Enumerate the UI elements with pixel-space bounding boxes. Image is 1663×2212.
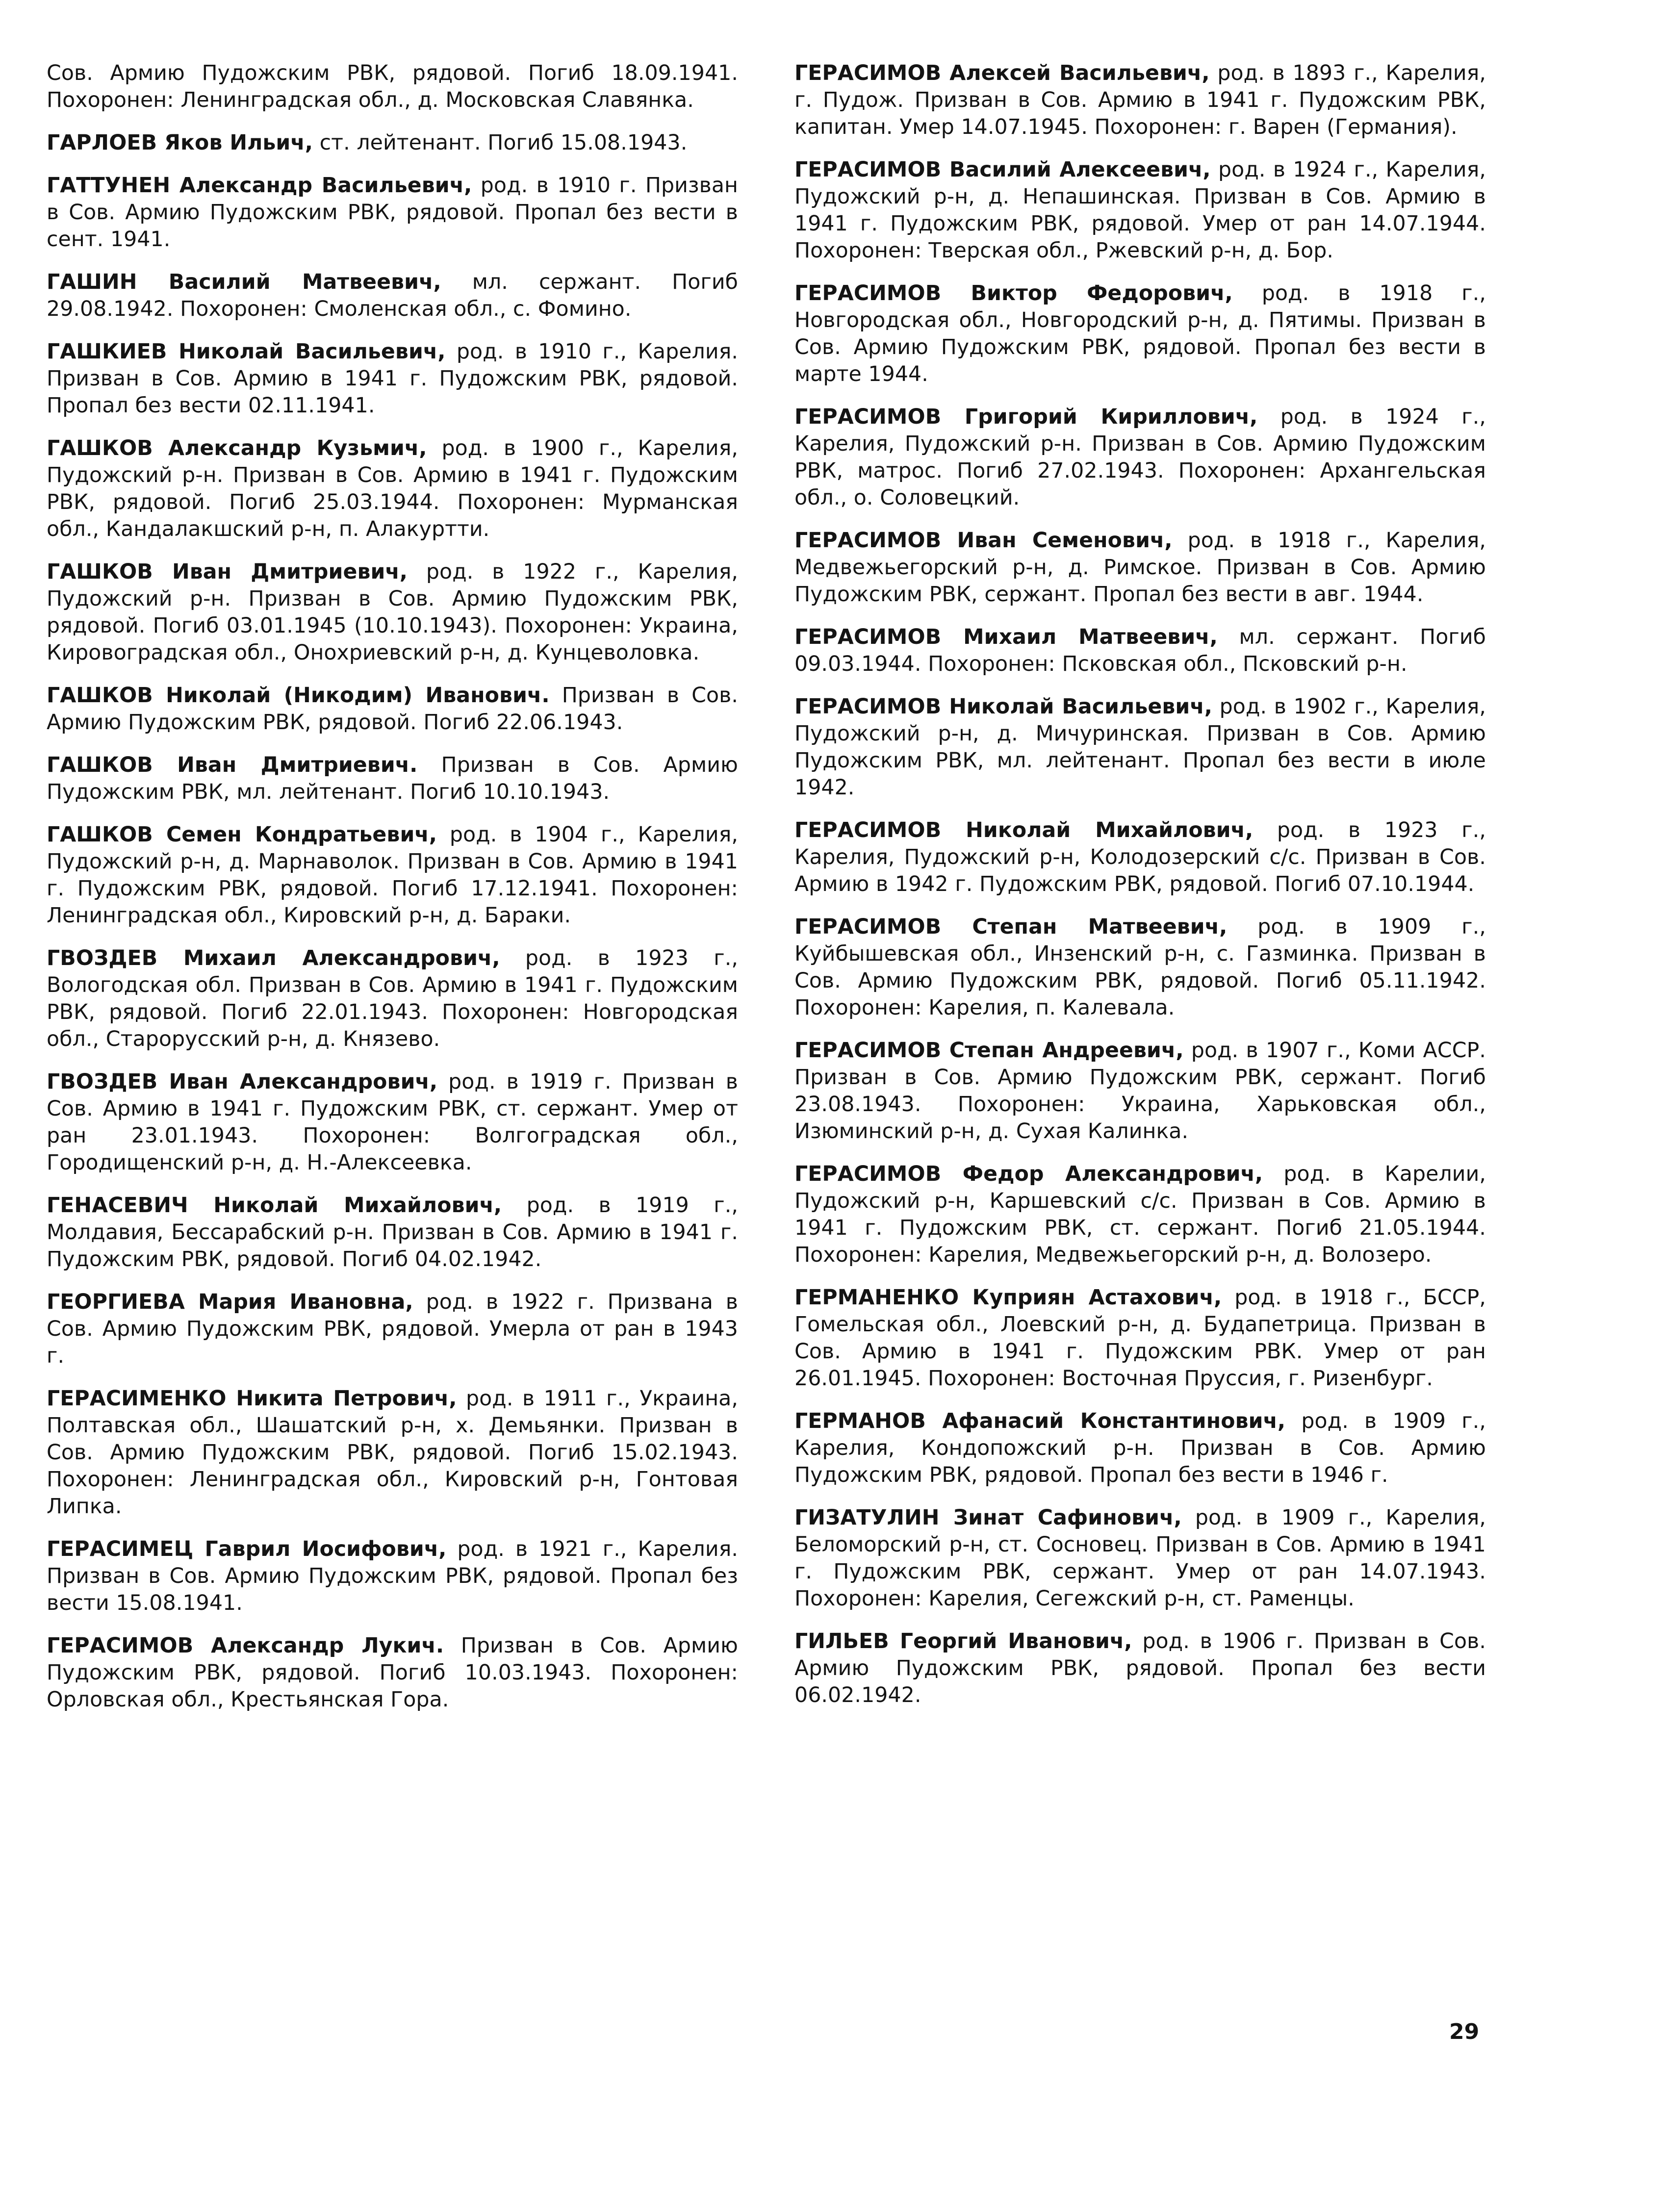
memorial-entry — [47, 172, 738, 253]
entry-text: род. в 1909 г., Карелия, Беломорский р-н, ст. Сосновец. Призван в Сов. Армию в 1941 г. Пудожским РВК, сержант. Умер от ран 14.07.1943. Похоронен: Карелия, Сегежский р-н, ст. Раменцы. — [794, 1505, 1486, 1611]
memorial-entry — [794, 1161, 1486, 1269]
memorial-entry — [794, 914, 1486, 1021]
entry-text: мл. сержант. Погиб 09.03.1944. Похоронен: Псковская обл., Псковский р-н. — [794, 625, 1486, 676]
entry-name: ГАРЛОЕВ Яков Ильич, — [47, 130, 313, 155]
entry-text: род. в 1918 г., БССР, Гомельская обл., Лоевский р-н, д. Будапетрица. Призван в Сов. Армию в 1941 г. Пудожским РВК. Умер от ран 26.01.1945. Похоронен: Восточная Пруссия, г. Ризенбург. — [794, 1285, 1486, 1391]
memorial-entry — [794, 817, 1486, 898]
entry-name: ГАШКОВ Иван Дмитриевич. — [47, 753, 418, 777]
entry-text: мл. сержант. Погиб 29.08.1942. Похоронен: Смоленская обл., с. Фомино. — [47, 270, 738, 321]
memorial-entry — [794, 1504, 1486, 1612]
entry-name: ГЕРАСИМОВ Михаил Матвеевич, — [794, 625, 1218, 649]
memorial-entry — [47, 752, 738, 806]
memorial-entry — [794, 60, 1486, 141]
entry-text: Призван в Сов. Армию Пудожским РВК, рядовой. Погиб 22.06.1943. — [47, 683, 738, 735]
memorial-entry — [47, 945, 738, 1053]
entry-text: род. в 1902 г., Карелия, Пудожский р-н, д. Мичуринская. Призван в Сов. Армию Пудожским РВК, мл. лейтенант. Пропал без вести в июле 1942. — [794, 694, 1486, 800]
entry-text: род. в 1918 г., Новгородская обл., Новгородский р-н, д. Пятимы. Призван в Сов. Армию Пудожским РВК, рядовой. Пропал без вести в марте 1944. — [794, 281, 1486, 386]
entry-text: род. в Карелии, Пудожский р-н, Каршевский с/с. Призван в Сов. Армию в 1941 г. Пудожским РВК, ст. сержант. Погиб 21.05.1944. Похоронен: Карелия, Медвежьегорский р-н, д. Волозеро. — [794, 1162, 1486, 1267]
memorial-entry — [47, 1068, 738, 1176]
page-number: 29 — [1449, 2019, 1480, 2044]
entry-name: ГИЗАТУЛИН Зинат Сафинович, — [794, 1505, 1182, 1530]
memorial-entry — [47, 1632, 738, 1713]
entry-name: ГЕРАСИМОВ Григорий Кириллович, — [794, 405, 1258, 429]
entry-text: род. в 1906 г. Призван в Сов. Армию Пудожским РВК, рядовой. Пропал без вести 06.02.1942. — [794, 1629, 1486, 1707]
entry-text: род. в 1918 г., Карелия, Медвежьегорский р-н, д. Римское. Призван в Сов. Армию Пудожским РВК, сержант. Пропал без вести в авг. 1944. — [794, 528, 1486, 607]
entry-name: ГЕРАСИМОВ Александр Лукич. — [47, 1633, 444, 1658]
memorial-entry — [794, 624, 1486, 678]
entry-name: ГВОЗДЕВ Михаил Александрович, — [47, 946, 500, 970]
memorial-entry — [47, 1536, 738, 1617]
memorial-entry — [794, 1037, 1486, 1145]
memorial-entry — [47, 559, 738, 666]
entry-text: род. в 1910 г. Призван в Сов. Армию Пудожским РВК, рядовой. Пропал без вести в сент. 1941. — [47, 173, 738, 252]
memorial-entry — [47, 1385, 738, 1520]
entry-name: ГЕРАСИМОВ Василий Алексеевич, — [794, 157, 1211, 182]
entry-name: ГЕРАСИМОВ Степан Матвеевич, — [794, 915, 1228, 939]
memorial-entry — [794, 1628, 1486, 1709]
entry-text: Призван в Сов. Армию Пудожским РВК, мл. лейтенант. Погиб 10.10.1943. — [47, 753, 739, 804]
entry-name: ГАШКИЕВ Николай Васильевич, — [47, 339, 446, 364]
entry-name: ГЕРАСИМОВ Алексей Васильевич, — [794, 61, 1210, 85]
entry-text: род. в 1919 г. Призван в Сов. Армию в 1941 г. Пудожским РВК, ст. сержант. Умер от ран 23.01.1943. Похоронен: Волгоградская обл., Городищенский р-н, д. Н.-Алексеевка. — [47, 1069, 738, 1175]
memorial-entry — [794, 1284, 1486, 1392]
entry-name: ГАШКОВ Иван Дмитриевич, — [47, 559, 408, 584]
entry-name: ГАШКОВ Семен Кондратьевич, — [47, 822, 437, 847]
memorial-entry — [47, 682, 738, 736]
entry-text: род. в 1907 г., Коми АССР. Призван в Сов. Армию Пудожским РВК, сержант. Погиб 23.08.1943. Похоронен: Украина, Харьковская обл., Изюминский р-н, д. Сухая Калинка. — [794, 1038, 1486, 1144]
entry-text: род. в 1893 г., Карелия, г. Пудож. Призван в Сов. Армию в 1941 г. Пудожским РВК, капитан. Умер 14.07.1945. Похоронен: г. Варен (Германия). — [794, 61, 1486, 139]
entry-name: ГВОЗДЕВ Иван Александрович, — [47, 1069, 438, 1094]
memorial-entry — [47, 338, 738, 419]
entry-text: род. в 1924 г., Карелия, Пудожский р-н. Призван в Сов. Армию Пудожским РВК, матрос. Погиб 27.02.1943. Похоронен: Архангельская обл., о. Соловецкий. — [794, 405, 1486, 510]
memorial-entry — [794, 156, 1486, 264]
right-column — [794, 60, 1486, 1725]
entry-text: род. в 1904 г., Карелия, Пудожский р-н, д. Марнаволок. Призван в Сов. Армию в 1941 г. Пудожским РВК, рядовой. Погиб 17.12.1941. Похоронен: Ленинградская обл., Кировский р-н, д. Бараки. — [47, 822, 738, 928]
entry-name: ГЕРАСИМОВ Иван Семенович, — [794, 528, 1173, 553]
entry-name: ГЕРМАНОВ Афанасий Константинович, — [794, 1409, 1286, 1433]
entry-name: ГЕРАСИМЕНКО Никита Петрович, — [47, 1386, 457, 1411]
entry-text: род. в 1921 г., Карелия. Призван в Сов. Армию Пудожским РВК, рядовой. Пропал без вести 15.08.1941. — [47, 1537, 738, 1615]
entry-name: ГЕРАСИМОВ Федор Александрович, — [794, 1162, 1263, 1186]
entry-name: ГАШИН Василий Матвеевич, — [47, 270, 441, 294]
entry-text: ст. лейтенант. Погиб 15.08.1943. — [319, 130, 688, 155]
memorial-entry — [47, 1289, 738, 1370]
entry-text: род. в 1923 г., Вологодская обл. Призван в Сов. Армию в 1941 г. Пудожским РВК, рядовой. Погиб 22.01.1943. Похоронен: Новгородская обл., Старорусский р-н, д. Князево. — [47, 946, 738, 1051]
entry-name: ГИЛЬЕВ Георгий Иванович, — [794, 1629, 1132, 1653]
entry-text: род. в 1922 г., Карелия, Пудожский р-н. Призван в Сов. Армию Пудожским РВК, рядовой. Погиб 03.01.1945 (10.10.1943). Похоронен: Украина, Кировоградская обл., Онохриевский р-н, д. Кунцеволовка. — [47, 559, 738, 665]
entry-name: ГЕРМАНЕНКО Куприян Астахович, — [794, 1285, 1222, 1310]
entry-name: ГАШКОВ Александр Кузьмич, — [47, 436, 427, 460]
entry-text: род. в 1922 г. Призвана в Сов. Армию Пудожским РВК, рядовой. Умерла от ран в 1943 г. — [47, 1290, 738, 1368]
entry-text: род. в 1910 г., Карелия. Призван в Сов. Армию в 1941 г. Пудожским РВК, рядовой. Пропал без вести 02.11.1941. — [47, 339, 738, 418]
entry-name: ГЕОРГИЕВА Мария Ивановна, — [47, 1290, 413, 1314]
entry-name: ГАТТУНЕН Александр Васильевич, — [47, 173, 472, 198]
entry-text: Призван в Сов. Армию Пудожским РВК, рядовой. Погиб 10.03.1943. Похоронен: Орловская обл., Крестьянская Гора. — [47, 1633, 739, 1712]
entry-text: род. в 1909 г., Куйбышевская обл., Инзенский р-н, с. Газминка. Призван в Сов. Армию Пудожским РВК, рядовой. Погиб 05.11.1942. Похоронен: Карелия, п. Калевала. — [794, 915, 1486, 1020]
entry-text: Сов. Армию Пудожским РВК, рядовой. Погиб 18.09.1941. Похоронен: Ленинградская обл., д. Московская Славянка. — [47, 61, 738, 112]
memorial-entry — [47, 821, 738, 929]
entry-text: род. в 1919 г., Молдавия, Бессарабский р-н. Призван в Сов. Армию в 1941 г. Пудожским РВК, рядовой. Погиб 04.02.1942. — [47, 1193, 738, 1271]
memorial-entry — [794, 280, 1486, 388]
left-column — [47, 60, 738, 1729]
memorial-entry — [794, 693, 1486, 801]
entry-text: род. в 1924 г., Карелия, Пудожский р-н, д. Непашинская. Призван в Сов. Армию в 1941 г. Пудожским РВК, рядовой. Умер от ран 14.07.1944. Похоронен: Тверская обл., Ржевский р-н, д. Бор. — [794, 157, 1486, 263]
entry-name: ГЕРАСИМОВ Николай Михайлович, — [794, 818, 1254, 842]
memorial-entry — [794, 404, 1486, 511]
entry-name: ГЕРАСИМЕЦ Гаврил Иосифович, — [47, 1537, 447, 1561]
entry-name: ГЕРАСИМОВ Степан Андреевич, — [794, 1038, 1184, 1063]
memorial-entry — [47, 129, 738, 156]
memorial-entry — [794, 1408, 1486, 1489]
memorial-entry — [47, 435, 738, 543]
entry-name: ГЕНАСЕВИЧ Николай Михайлович, — [47, 1193, 502, 1218]
entry-name: ГЕРАСИМОВ Николай Васильевич, — [794, 694, 1212, 719]
memorial-entry — [47, 1192, 738, 1273]
entry-text: род. в 1909 г., Карелия, Кондопожский р-н. Призван в Сов. Армию Пудожским РВК, рядовой. Пропал без вести в 1946 г. — [794, 1409, 1486, 1487]
entry-name: ГАШКОВ Николай (Никодим) Иванович. — [47, 683, 550, 708]
memorial-entry — [47, 60, 738, 114]
entry-text: род. в 1911 г., Украина, Полтавская обл., Шашатский р-н, х. Демьянки. Призван в Сов. Армию Пудожским РВК, рядовой. Погиб 15.02.1943. Похоронен: Ленинградская обл., Кировский р-н, Гонтовая Липка. — [47, 1386, 739, 1519]
entry-text: род. в 1900 г., Карелия, Пудожский р-н. Призван в Сов. Армию в 1941 г. Пудожским РВК, рядовой. Погиб 25.03.1944. Похоронен: Мурманская обл., Кандалакшский р-н, п. Алакуртти. — [47, 436, 739, 541]
memorial-entry — [794, 527, 1486, 608]
memorial-entry — [47, 269, 738, 323]
entry-name: ГЕРАСИМОВ Виктор Федорович, — [794, 281, 1233, 305]
entry-text: род. в 1923 г., Карелия, Пудожский р-н, Колодозерский с/с. Призван в Сов. Армию в 1942 г. Пудожским РВК, рядовой. Погиб 07.10.1944. — [794, 818, 1486, 896]
